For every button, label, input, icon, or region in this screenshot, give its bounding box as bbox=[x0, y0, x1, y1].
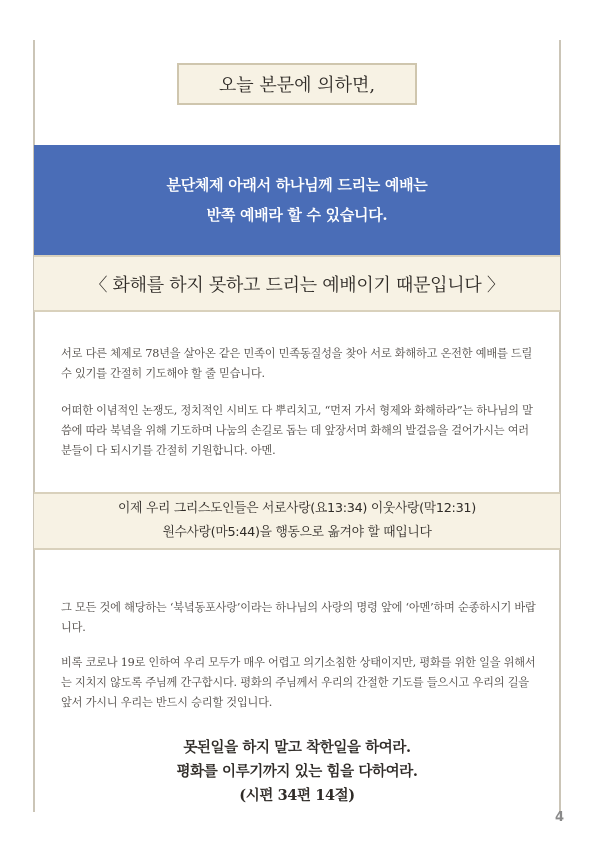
love-line-1: 이제 우리 그리스도인들은 서로사랑(요13:34) 이웃사랑(막12:31) bbox=[118, 501, 476, 516]
statement-line-1: 분단체제 아래서 하나님께 드리는 예배는 bbox=[166, 176, 428, 194]
scripture-quote bbox=[34, 736, 560, 808]
reason-banner bbox=[34, 255, 560, 312]
section-heading bbox=[177, 63, 417, 105]
verse-reference: (시편 34편 14절) bbox=[239, 787, 355, 804]
reason-text: 〈 화해를 하지 못하고 드리는 예배이기 때문입니다 〉 bbox=[89, 274, 505, 296]
statement-line-2: 반쪽 예배라 할 수 있습니다. bbox=[206, 206, 388, 224]
paragraph-1: 서로 다른 체제로 78년을 살아온 같은 민족이 민족동질성을 찾아 서로 화해하고 온전한 예배를 드릴 수 있기를 간절히 기도해야 할 줄 믿습니다. bbox=[61, 347, 533, 380]
love-line-2: 원수사랑(마5:44)을 행동으로 옮겨야 할 때입니다 bbox=[162, 525, 432, 540]
paragraph-3: 그 모든 것에 해당하는 ‘북녘동포사랑’이라는 하나님의 사랑의 명령 앞에 ‘아멘’하며 순종하시기 바랍니다. bbox=[61, 601, 536, 634]
verse-line-1: 못된일을 하지 말고 착한일을 하여라. bbox=[183, 739, 411, 756]
verse-line-2: 평화를 이루기까지 있는 힘을 다하여라. bbox=[176, 763, 418, 780]
paragraph-2: 어떠한 이념적인 논쟁도, 정치적인 시비도 다 뿌리치고, “먼저 가서 형제와 화해하라”는 하나님의 말씀에 따라 북녘을 위해 기도하며 나눔의 손길로 돕는 데 앞장서며 화해의 발걸음을 걸어가시는 여러분들이 다 되시기를 간절히 기원합니다. 아멘. bbox=[61, 404, 533, 457]
heading-text: 오늘 본문에 의하면, bbox=[218, 75, 376, 96]
love-callout bbox=[34, 492, 560, 550]
page-number: 4 bbox=[555, 810, 565, 825]
main-statement bbox=[34, 145, 560, 255]
paragraph-4: 비록 코로나 19로 인하여 우리 모두가 매우 어렵고 의기소침한 상태이지만, 평화를 위한 일을 위해서는 지치지 않도록 주님께 간구합시다. 평화의 주님께서 우리의 간절한 기도를 들으시고 우리의 길을 앞서 가시니 우리는 반드시 승리할 것입니다. bbox=[61, 656, 536, 709]
